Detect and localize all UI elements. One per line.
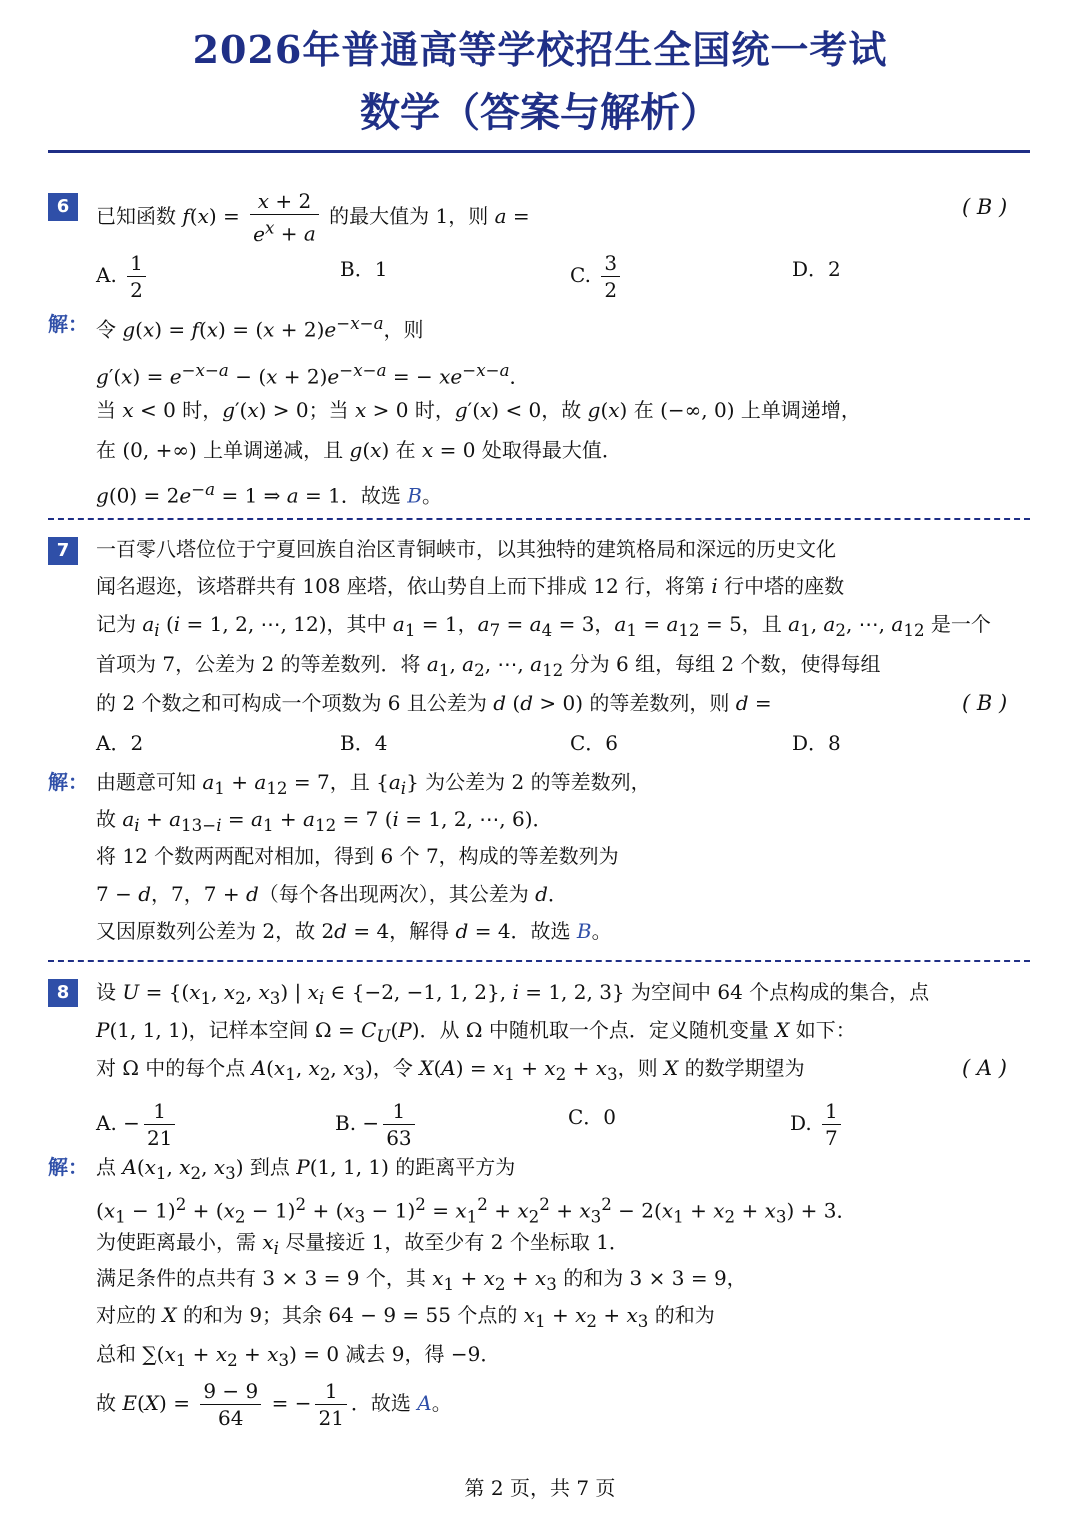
question-number-7: 7 xyxy=(48,537,78,565)
q7-solution-label: 解： xyxy=(48,770,88,794)
q7-option-c: C．6 xyxy=(570,731,619,755)
q8-sol-line-7: 故 E(X) = $\frac{9 - 9}{64}$ = − $\frac{1}{21}$ ．故选 A。 xyxy=(96,1379,452,1430)
q6-sol-line-2: $g'(x) = e^{-x-a} - (x + 2)e^{-x-a}$ = − $xe^{-x-a}$． xyxy=(96,361,530,389)
q7-sol-line-2: 故 $a_i + a_{13-i} = a_1 + a_{12} = 7$ (i = 1, 2, ⋯, 6)． xyxy=(96,807,553,835)
q7-stem-line-3: 记为 $a_i$ (i = 1, 2, ⋯, 12)，其中 $a_1 = 1$，$a_7 = a_4 = 3$，$a_1 = a_{12} = 5$，且 $a_1$, $a_2$, ⋯, $a_{12}$ 是一个 xyxy=(96,612,991,640)
page-number: 第 2 页，共 7 页 xyxy=(464,1476,616,1500)
q6-sol-line-1: 令 $g(x) = f(x) = (x + 2)e^{-x-a}$，则 xyxy=(96,314,424,342)
q6-stem: 已知函数 f(x) = $\frac{x + 2}{e^x + a}$ 的最大值为 1，则 a = xyxy=(96,189,530,246)
q6-option-c: C. $\frac{3}{2}$ xyxy=(570,250,624,303)
q8-sol-line-2: $(x_1 - 1)^2 + (x_2 - 1)^2 + (x_3 - 1)^2 = x_1^2 + x_2^2 + x_3^2 - 2(x_1 + x_2 + x_3) + 3$． xyxy=(96,1195,857,1227)
question-divider xyxy=(48,960,1030,962)
q6-solution-label: 解： xyxy=(48,312,88,336)
q7-sol-line-5: 又因原数列公差为 2，故 2d = 4，解得 d = 4．故选 B。 xyxy=(96,919,612,943)
q8-sol-line-4: 满足条件的点共有 3 × 3 = 9 个，其 $x_1 + x_2 + x_3$ 的和为 3 × 3 = 9， xyxy=(96,1266,747,1294)
q8-option-b: B. − $\frac{1}{63}$ xyxy=(335,1098,419,1151)
q8-stem-line-1: 设 $U = \{(x_1$, $x_2$, $x_3$) | $x_i$ ∈ {−2, −1, 1, 2}, i = 1, 2, 3} 为空间中 64 个点构成的集合，点 xyxy=(96,980,930,1008)
q8-option-c: C．0 xyxy=(568,1105,617,1129)
q8-sol-line-3: 为使距离最小，需 $x_i$ 尽量接近 1，故至少有 2 个坐标取 1． xyxy=(96,1230,629,1258)
q7-option-b: B．4 xyxy=(340,731,388,755)
q8-sol-line-6: 总和 $\sum(x_1 + x_2 + x_3) = 0$ 减去 9，得 −9． xyxy=(96,1342,501,1370)
question-divider xyxy=(48,518,1030,520)
q7-answer: ( B ) xyxy=(962,691,1008,715)
q6-option-b: B．1 xyxy=(340,257,388,281)
question-number-8: 8 xyxy=(48,979,78,1007)
q8-sol-line-5: 对应的 X 的和为 9；其余 64 − 9 = 55 个点的 $x_1 + x_2 + x_3$ 的和为 xyxy=(96,1303,715,1331)
q6-sol-line-4: 在 (0, +∞) 上单调递减，且 g(x) 在 x = 0 处取得最大值． xyxy=(96,438,622,462)
q6-sol-line-5: $g(0) = 2e^{-a} = 1$ ⇒ a = 1．故选 B。 xyxy=(96,480,442,508)
q8-stem-line-3: 对 Ω 中的每个点 $A(x_1$, $x_2$, $x_3$)，令 $X(A) = x_1 + x_2 + x_3$，则 X 的数学期望为 xyxy=(96,1056,805,1084)
q7-sol-line-1: 由题意可知 $a_1 + a_{12} = 7$，且 $\{a_i\}$ 为公差为 2 的等差数列， xyxy=(96,770,651,798)
q7-stem-line-2: 闻名遐迩，该塔群共有 108 座塔，依山势自上而下排成 12 行，将第 i 行中塔的座数 xyxy=(96,574,845,598)
q6-option-a: A. $\frac{1}{2}$ xyxy=(96,250,150,303)
exam-subtitle: 数学（答案与解析） xyxy=(360,89,720,136)
q8-sol-line-1: 点 $A(x_1$, $x_2$, $x_3$) 到点 P(1, 1, 1) 的距离平方为 xyxy=(96,1155,516,1183)
question-number-6: 6 xyxy=(48,193,78,221)
q8-answer: ( A ) xyxy=(962,1056,1007,1080)
q7-stem-line-5: 的 2 个数之和可构成一个项数为 6 且公差为 d (d > 0) 的等差数列，则 d = xyxy=(96,691,772,715)
exam-title: 2026年普通高等学校招生全国统一考试 xyxy=(192,27,888,72)
q6-sol-line-3: 当 x < 0 时，g′(x) > 0；当 x > 0 时，g′(x) < 0，故 g(x) 在 (−∞, 0) 上单调递增， xyxy=(96,398,861,422)
q7-stem-line-1: 一百零八塔位位于宁夏回族自治区青铜峡市，以其独特的建筑格局和深远的历史文化 xyxy=(96,537,836,561)
q8-option-a: A. − $\frac{1}{21}$ xyxy=(96,1098,179,1151)
q7-stem-line-4: 首项为 7，公差为 2 的等差数列．将 $a_1$, $a_2$, ⋯, $a_{12}$ 分为 6 组，每组 2 个数，使得每组 xyxy=(96,652,881,680)
q7-option-d: D．8 xyxy=(792,731,841,755)
header-rule xyxy=(48,150,1030,153)
q6-option-d: D．2 xyxy=(792,257,841,281)
q8-option-d: D. $\frac{1}{7}$ xyxy=(790,1098,845,1151)
q6-answer: ( B ) xyxy=(962,195,1008,219)
q7-option-a: A．2 xyxy=(96,731,144,755)
q8-solution-label: 解： xyxy=(48,1155,88,1179)
q7-sol-line-4: 7 − d，7，7 + d（每个各出现两次），其公差为 d． xyxy=(96,882,568,906)
page-header xyxy=(0,22,1080,146)
q8-stem-line-2: P(1, 1, 1)，记样本空间 $\Omega = C_U(P)$．从 Ω 中随机取一个点．定义随机变量 X 如下： xyxy=(96,1018,856,1046)
q7-sol-line-3: 将 12 个数两两配对相加，得到 6 个 7，构成的等差数列为 xyxy=(96,844,619,868)
